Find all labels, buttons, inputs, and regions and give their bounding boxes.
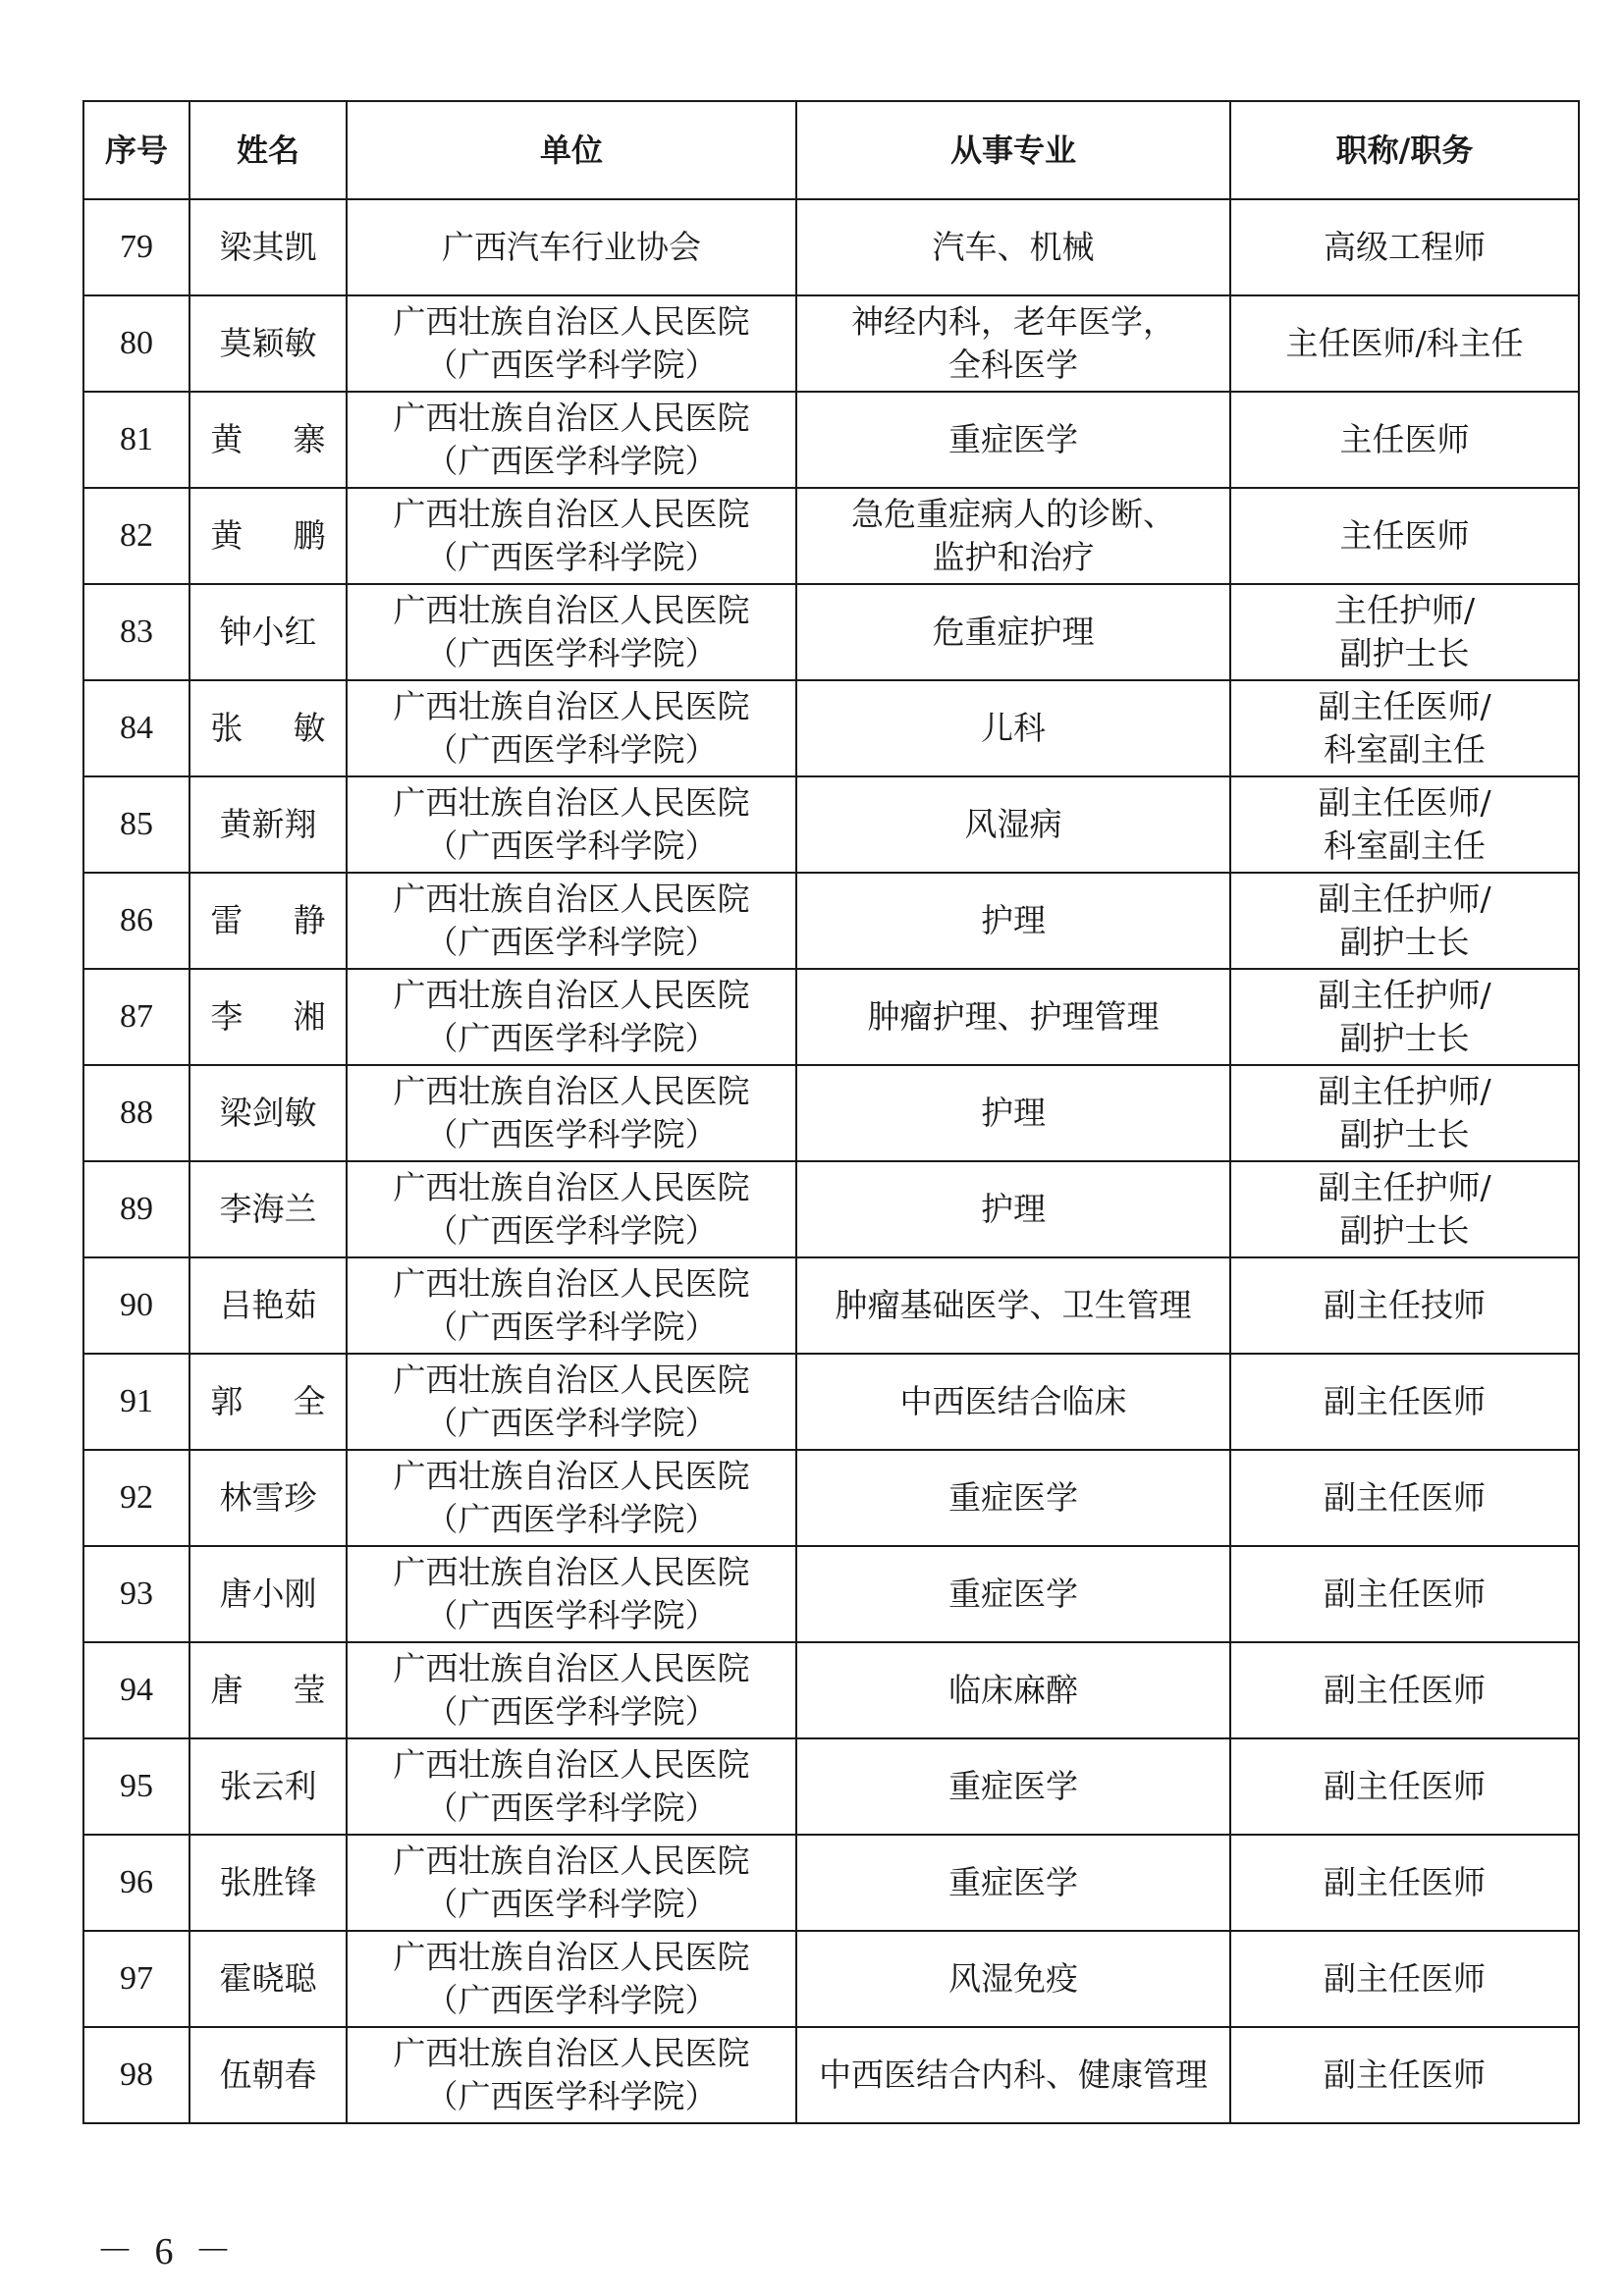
title-line: 主任医师/科主任: [1285, 324, 1524, 362]
cell-unit: [347, 776, 796, 873]
cell-name: [189, 392, 376, 488]
table-row: [83, 1738, 1579, 1835]
title-line: 副主任护师/: [1318, 1168, 1491, 1206]
unit-line: 广西壮族自治区人民医院: [393, 495, 750, 533]
cell-seq: 97: [83, 1931, 189, 2027]
cell-specialty: [796, 584, 1230, 680]
specialty-line: 中西医结合临床: [899, 1382, 1127, 1420]
unit-line: 广西壮族自治区人民医院: [393, 783, 750, 822]
title-line: 副主任医师/: [1318, 783, 1491, 822]
person-name: 李海兰: [219, 1190, 317, 1228]
unit-line: 广西壮族自治区人民医院: [393, 2034, 750, 2072]
cell-title: [1230, 1354, 1579, 1450]
cell-title: [1230, 2027, 1579, 2123]
header-specialty: 从事专业: [796, 101, 1230, 199]
person-name: 霍晓聪: [219, 1959, 317, 1998]
cell-name: [189, 1546, 347, 1642]
cell-unit: [347, 488, 796, 584]
cell-unit: [347, 1738, 796, 1835]
cell-name: [189, 1065, 347, 1161]
cell-unit: [347, 1257, 796, 1354]
cell-seq: 96: [83, 1835, 189, 1931]
cell-unit: [347, 1450, 796, 1546]
cell-seq: 93: [83, 1546, 189, 1642]
title-line: 副主任医师: [1324, 1382, 1486, 1420]
cell-seq: 91: [83, 1354, 189, 1450]
title-line: 副主任护师/: [1318, 1072, 1491, 1110]
cell-seq: 90: [83, 1257, 189, 1354]
title-line: 副护士长: [1339, 1019, 1470, 1057]
person-name: 钟小红: [219, 613, 317, 651]
table-row: [83, 969, 1579, 1065]
table-row: [83, 1931, 1579, 2027]
title-line: 主任医师: [1339, 420, 1470, 458]
title-line: 副主任医师: [1324, 1478, 1486, 1517]
table-row: [83, 1835, 1579, 1931]
cell-title: [1230, 1738, 1579, 1835]
cell-unit: [347, 392, 796, 488]
title-line: 副主任护师/: [1318, 976, 1491, 1014]
cell-name: [189, 295, 347, 392]
person-name: 黄寨: [210, 420, 376, 458]
cell-unit: [347, 584, 796, 680]
cell-seq: 84: [83, 680, 189, 776]
unit-line: 广西壮族自治区人民医院: [393, 1842, 750, 1880]
cell-specialty: [796, 1257, 1230, 1354]
cell-title: [1230, 1065, 1579, 1161]
cell-name: [189, 1642, 376, 1738]
cell-specialty: [796, 969, 1230, 1065]
person-name: 郭全: [210, 1382, 376, 1420]
table-row: [83, 295, 1579, 392]
cell-unit: [347, 680, 796, 776]
unit-line: 广西壮族自治区人民医院: [393, 976, 750, 1014]
title-line: 高级工程师: [1324, 228, 1486, 266]
specialty-line: 重症医学: [948, 1767, 1078, 1805]
title-line: 副护士长: [1339, 634, 1470, 672]
unit-line: （广西医学科学院）: [425, 730, 718, 769]
header-name: 姓名: [189, 101, 347, 199]
title-line: 副主任医师: [1324, 1959, 1486, 1998]
cell-seq: 82: [83, 488, 189, 584]
table-row: [83, 873, 1579, 969]
cell-title: [1230, 680, 1579, 776]
cell-seq: 87: [83, 969, 189, 1065]
cell-name: [189, 199, 347, 295]
unit-line: （广西医学科学院）: [425, 1404, 718, 1442]
title-line: 副主任技师: [1324, 1286, 1486, 1324]
person-name: 张胜锋: [219, 1863, 317, 1901]
expert-roster-table: [82, 100, 1580, 2124]
cell-specialty: [796, 1835, 1230, 1931]
cell-name: [189, 584, 347, 680]
title-line: 副主任医师: [1324, 1671, 1486, 1709]
cell-specialty: [796, 199, 1230, 295]
specialty-line: 汽车、机械: [932, 228, 1095, 266]
table-row: [83, 199, 1579, 295]
cell-title: [1230, 584, 1579, 680]
cell-specialty: [796, 2027, 1230, 2123]
person-name: 林雪珍: [219, 1478, 317, 1517]
table-row: [83, 1546, 1579, 1642]
unit-line: 广西壮族自治区人民医院: [393, 880, 750, 918]
table-row: [83, 2027, 1579, 2123]
title-line: 副主任医师: [1324, 2056, 1486, 2094]
cell-specialty: [796, 488, 1230, 584]
unit-line: 广西壮族自治区人民医院: [393, 591, 750, 629]
unit-line: （广西医学科学院）: [425, 1981, 718, 2019]
table-row: [83, 776, 1579, 873]
cell-title: [1230, 873, 1579, 969]
unit-line: （广西医学科学院）: [425, 1211, 718, 1250]
person-name: 张敏: [210, 709, 376, 747]
cell-seq: 92: [83, 1450, 189, 1546]
cell-specialty: [796, 1450, 1230, 1546]
cell-unit: [347, 295, 796, 392]
cell-title: [1230, 1835, 1579, 1931]
cell-specialty: [796, 295, 1230, 392]
person-name: 莫颖敏: [219, 324, 317, 362]
cell-specialty: [796, 1065, 1230, 1161]
title-line: 科室副主任: [1324, 827, 1486, 865]
title-line: 副主任医师: [1324, 1575, 1486, 1613]
unit-line: 广西壮族自治区人民医院: [393, 1745, 750, 1784]
cell-unit: [347, 1642, 796, 1738]
cell-name: [189, 776, 347, 873]
table-row: [83, 1257, 1579, 1354]
cell-seq: 83: [83, 584, 189, 680]
cell-specialty: [796, 1738, 1230, 1835]
specialty-line: 护理: [981, 1190, 1046, 1228]
cell-specialty: [796, 776, 1230, 873]
unit-line: 广西壮族自治区人民医院: [393, 1264, 750, 1303]
cell-name: [189, 680, 376, 776]
cell-name: [189, 969, 376, 1065]
person-name: 黄新翔: [219, 805, 317, 843]
cell-title: [1230, 969, 1579, 1065]
table-row: [83, 1161, 1579, 1257]
unit-line: 广西壮族自治区人民医院: [393, 687, 750, 725]
cell-name: [189, 1354, 376, 1450]
cell-seq: 80: [83, 295, 189, 392]
unit-line: 广西壮族自治区人民医院: [393, 302, 750, 341]
table-header: [83, 101, 1579, 199]
person-name: 张云利: [219, 1767, 317, 1805]
specialty-line: 临床麻醉: [948, 1671, 1078, 1709]
cell-seq: 94: [83, 1642, 189, 1738]
title-line: 副主任医师: [1324, 1767, 1486, 1805]
cell-specialty: [796, 1546, 1230, 1642]
unit-line: （广西医学科学院）: [425, 1019, 718, 1057]
cell-name: [189, 1257, 347, 1354]
specialty-line: 监护和治疗: [932, 538, 1095, 576]
person-name: 唐莹: [210, 1671, 376, 1709]
unit-line: （广西医学科学院）: [425, 1692, 718, 1731]
cell-name: [189, 1931, 347, 2027]
cell-title: [1230, 199, 1579, 295]
cell-seq: 88: [83, 1065, 189, 1161]
unit-line: 广西壮族自治区人民医院: [393, 1072, 750, 1110]
unit-line: 广西壮族自治区人民医院: [393, 1168, 750, 1206]
unit-line: （广西医学科学院）: [425, 1115, 718, 1153]
cell-unit: [347, 969, 796, 1065]
cell-specialty: [796, 1642, 1230, 1738]
unit-line: （广西医学科学院）: [425, 634, 718, 672]
cell-seq: 81: [83, 392, 189, 488]
cell-name: [189, 873, 376, 969]
title-line: 副主任医师: [1324, 1863, 1486, 1901]
cell-name: [189, 1161, 347, 1257]
unit-line: （广西医学科学院）: [425, 1500, 718, 1538]
specialty-line: 重症医学: [948, 420, 1078, 458]
cell-seq: 89: [83, 1161, 189, 1257]
cell-seq: 95: [83, 1738, 189, 1835]
specialty-line: 护理: [981, 901, 1046, 939]
specialty-line: 重症医学: [948, 1863, 1078, 1901]
cell-title: [1230, 1257, 1579, 1354]
cell-title: [1230, 776, 1579, 873]
specialty-line: 风湿病: [964, 805, 1062, 843]
table-row: [83, 680, 1579, 776]
specialty-line: 重症医学: [948, 1478, 1078, 1517]
cell-unit: [347, 199, 796, 295]
person-name: 李湘: [210, 997, 376, 1036]
specialty-line: 危重症护理: [932, 613, 1095, 651]
cell-specialty: [796, 1931, 1230, 2027]
specialty-line: 神经内科，老年医学，: [851, 302, 1175, 341]
unit-line: （广西医学科学院）: [425, 538, 718, 576]
unit-line: 广西壮族自治区人民医院: [393, 399, 750, 437]
table-body: [83, 199, 1579, 2123]
header-row: [83, 101, 1579, 199]
header-seq: 序号: [83, 101, 189, 199]
title-line: 副护士长: [1339, 1115, 1470, 1153]
unit-line: （广西医学科学院）: [425, 2077, 718, 2115]
table-row: [83, 488, 1579, 584]
table-row: [83, 392, 1579, 488]
unit-line: （广西医学科学院）: [425, 1596, 718, 1634]
unit-line: （广西医学科学院）: [425, 346, 718, 384]
specialty-line: 护理: [981, 1094, 1046, 1132]
person-name: 黄鹏: [210, 516, 376, 555]
person-name: 梁剑敏: [219, 1094, 317, 1132]
specialty-line: 肿瘤护理、护理管理: [867, 997, 1160, 1036]
cell-title: [1230, 488, 1579, 584]
cell-name: [189, 488, 376, 584]
title-line: 副护士长: [1339, 923, 1470, 961]
specialty-line: 全科医学: [948, 346, 1078, 384]
unit-line: （广西医学科学院）: [425, 442, 718, 480]
unit-line: 广西壮族自治区人民医院: [393, 1553, 750, 1591]
cell-title: [1230, 1642, 1579, 1738]
cell-name: [189, 1450, 347, 1546]
unit-line: 广西壮族自治区人民医院: [393, 1938, 750, 1976]
title-line: 主任护师/: [1333, 591, 1476, 629]
cell-seq: 98: [83, 2027, 189, 2123]
table-row: [83, 1354, 1579, 1450]
title-line: 副护士长: [1339, 1211, 1470, 1250]
header-title: 职称/职务: [1230, 101, 1579, 199]
person-name: 吕艳茹: [219, 1286, 317, 1324]
specialty-line: 肿瘤基础医学、卫生管理: [835, 1286, 1192, 1324]
title-line: 副主任护师/: [1318, 880, 1491, 918]
cell-title: [1230, 1546, 1579, 1642]
cell-title: [1230, 392, 1579, 488]
cell-seq: 79: [83, 199, 189, 295]
table-row: [83, 1450, 1579, 1546]
unit-line: 广西汽车行业协会: [442, 228, 701, 266]
unit-line: （广西医学科学院）: [425, 1789, 718, 1827]
page-number: － 6 －: [96, 2231, 239, 2272]
person-name: 唐小刚: [219, 1575, 317, 1613]
cell-unit: [347, 1835, 796, 1931]
unit-line: （广西医学科学院）: [425, 1308, 718, 1346]
person-name: 雷静: [210, 901, 376, 939]
cell-unit: [347, 873, 796, 969]
cell-unit: [347, 1546, 796, 1642]
cell-seq: 85: [83, 776, 189, 873]
cell-title: [1230, 1931, 1579, 2027]
cell-unit: [347, 2027, 796, 2123]
table-row: [83, 1065, 1579, 1161]
specialty-line: 风湿免疫: [948, 1959, 1078, 1998]
table-row: [83, 1642, 1579, 1738]
cell-specialty: [796, 1161, 1230, 1257]
cell-name: [189, 1835, 347, 1931]
unit-line: （广西医学科学院）: [425, 1885, 718, 1923]
title-line: 科室副主任: [1324, 730, 1486, 769]
unit-line: 广西壮族自治区人民医院: [393, 1361, 750, 1399]
person-name: 梁其凯: [219, 228, 317, 266]
cell-title: [1230, 1161, 1579, 1257]
cell-specialty: [796, 873, 1230, 969]
cell-specialty: [796, 392, 1230, 488]
specialty-line: 重症医学: [948, 1575, 1078, 1613]
cell-name: [189, 1738, 347, 1835]
title-line: 副主任医师/: [1318, 687, 1491, 725]
header-unit: 单位: [347, 101, 796, 199]
cell-title: [1230, 1450, 1579, 1546]
cell-specialty: [796, 680, 1230, 776]
cell-title: [1230, 295, 1579, 392]
unit-line: （广西医学科学院）: [425, 923, 718, 961]
cell-unit: [347, 1354, 796, 1450]
cell-unit: [347, 1161, 796, 1257]
cell-unit: [347, 1931, 796, 2027]
table-row: [83, 584, 1579, 680]
unit-line: 广西壮族自治区人民医院: [393, 1457, 750, 1495]
specialty-line: 急危重症病人的诊断、: [851, 495, 1175, 533]
title-line: 主任医师: [1339, 516, 1470, 555]
cell-name: [189, 2027, 347, 2123]
cell-seq: 86: [83, 873, 189, 969]
cell-unit: [347, 1065, 796, 1161]
person-name: 伍朝春: [219, 2056, 317, 2094]
specialty-line: 中西医结合内科、健康管理: [819, 2056, 1208, 2094]
specialty-line: 儿科: [981, 709, 1046, 747]
cell-specialty: [796, 1354, 1230, 1450]
unit-line: 广西壮族自治区人民医院: [393, 1649, 750, 1687]
unit-line: （广西医学科学院）: [425, 827, 718, 865]
